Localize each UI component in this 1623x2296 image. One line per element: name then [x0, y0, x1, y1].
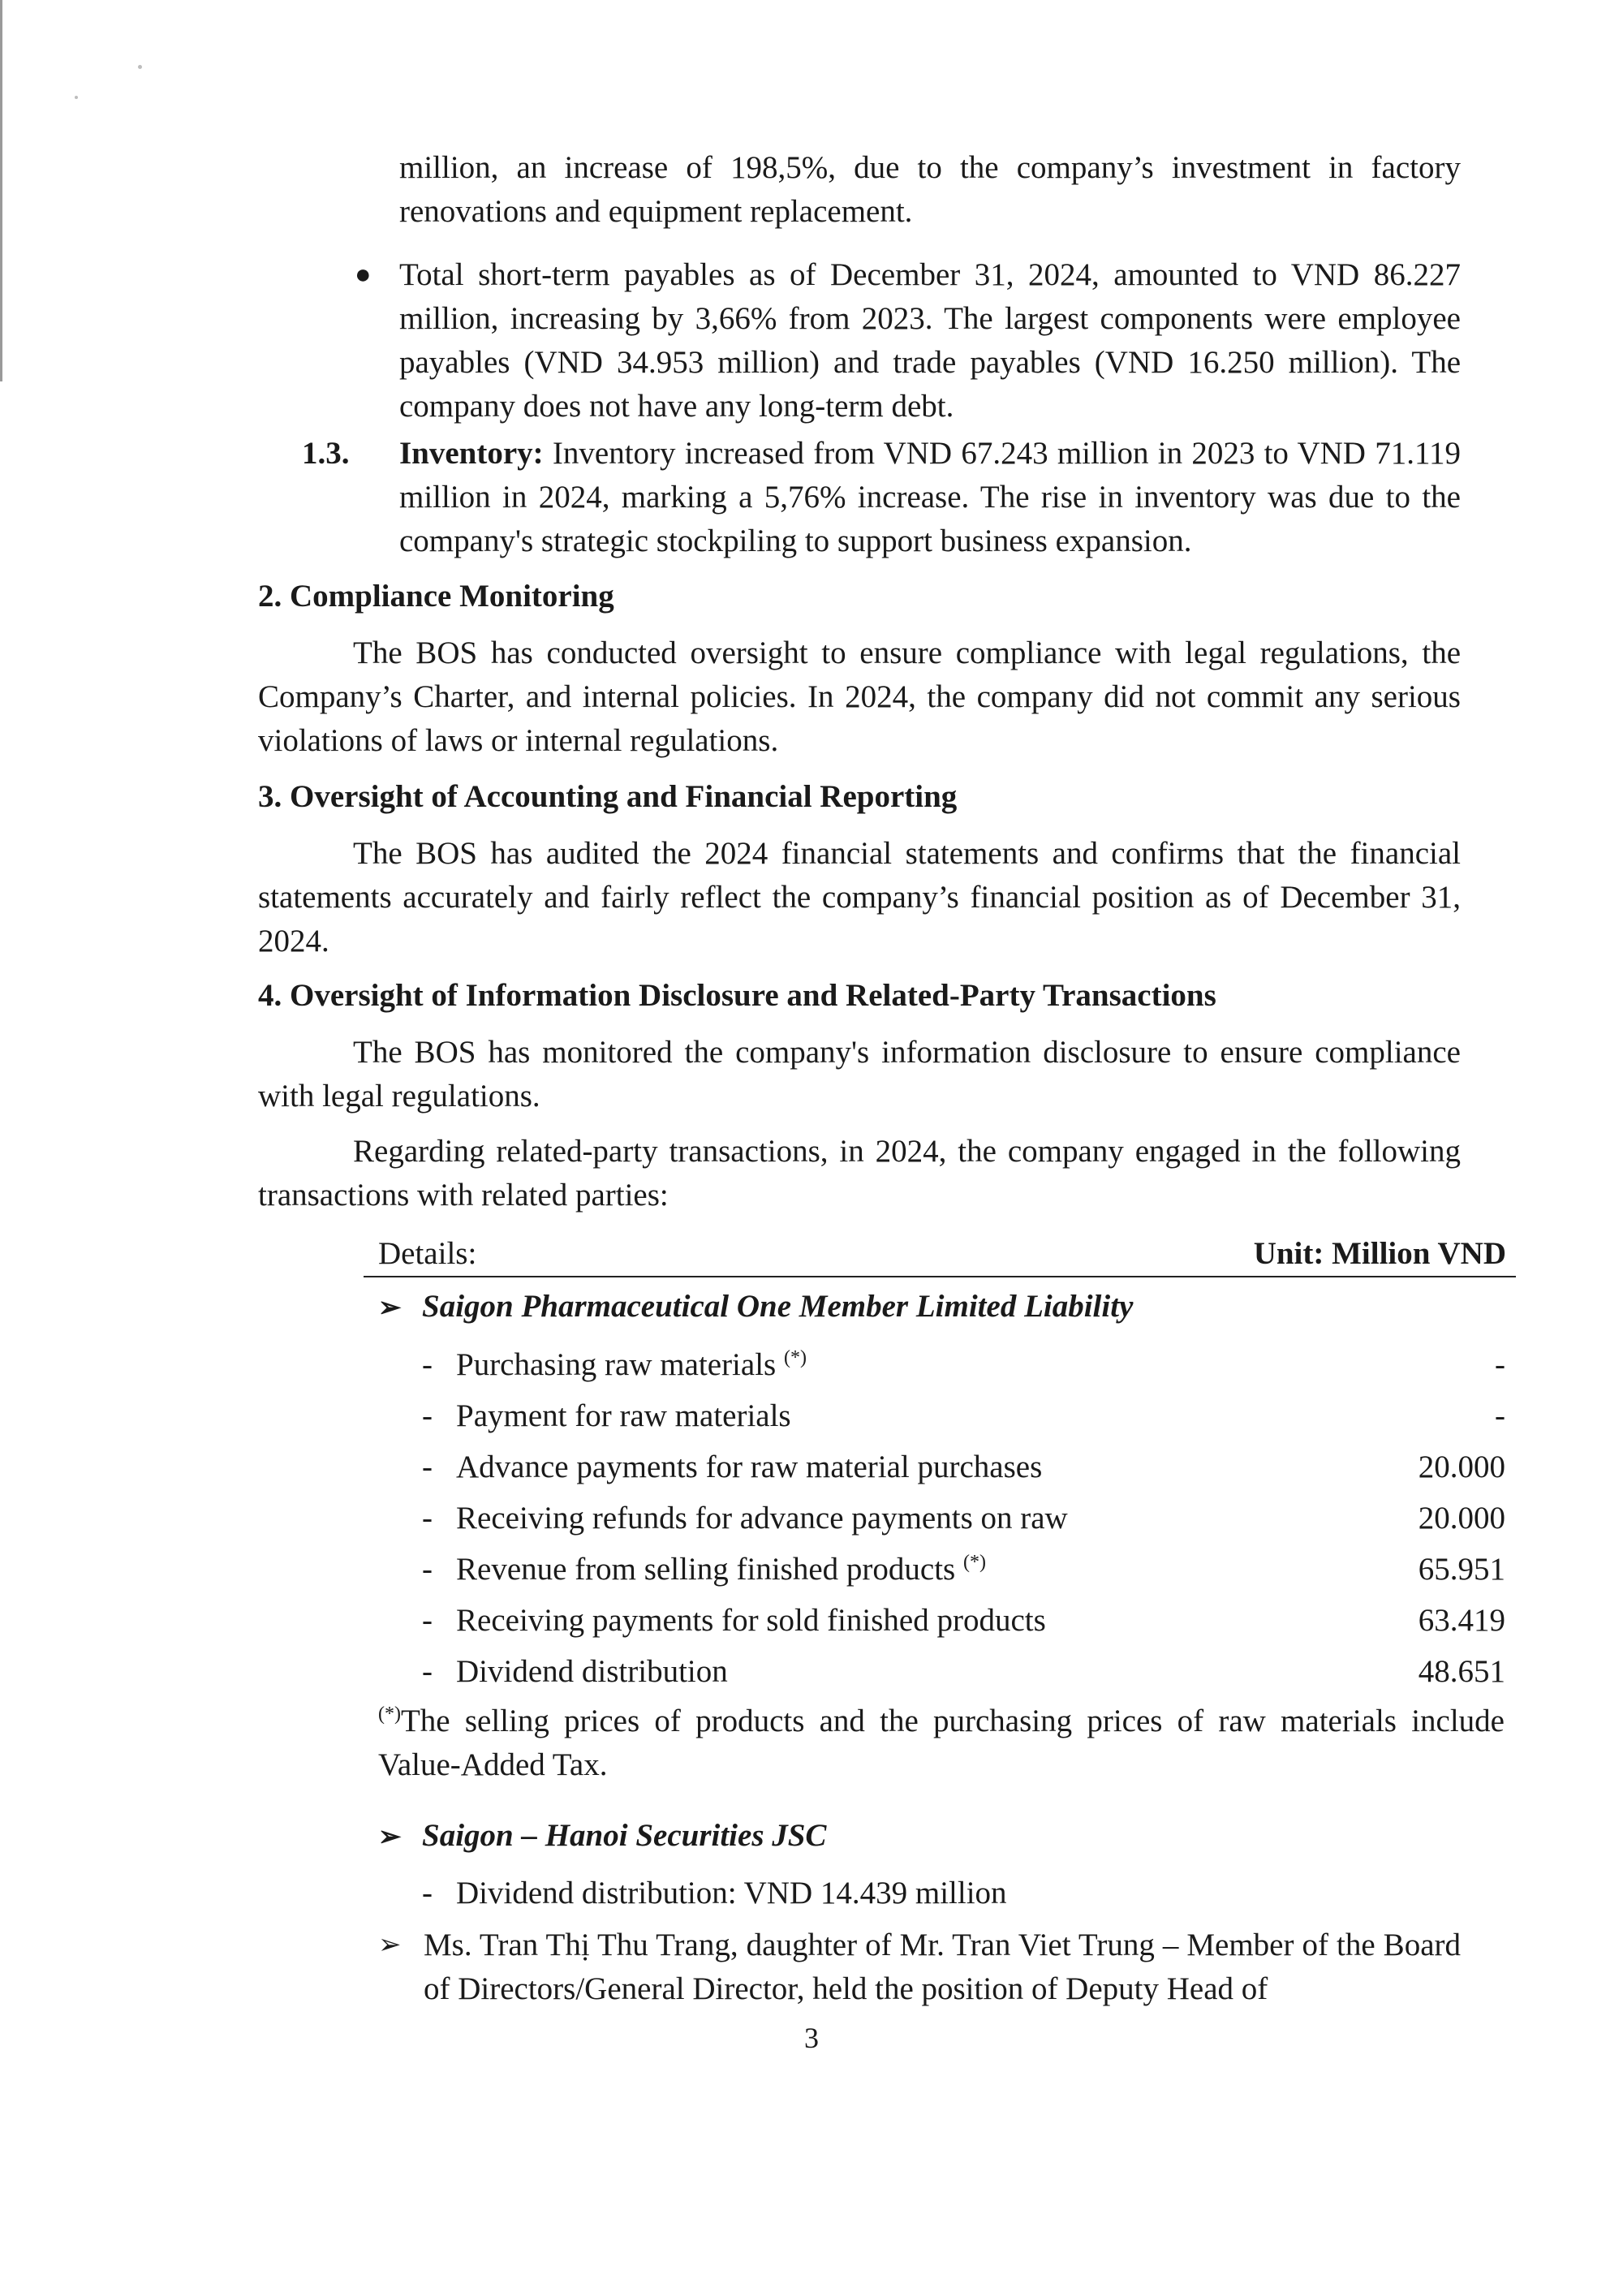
row-label: Purchasing raw materials (*): [456, 1347, 807, 1382]
paragraph-accounting: The BOS has audited the 2024 financial statements and confirms that the financial statements accurately and fairly reflect the company’s financial position as of December 31, 2024.: [258, 836, 1461, 958]
paragraph-related-person: Ms. Tran Thị Thu Trang, daughter of Mr. Tran Viet Trung – Member of the Board of Directors/General Director, held the position of Deputy Head of: [424, 1928, 1461, 2006]
inventory-text: Inventory increased from VND 67.243 million in 2023 to VND 71.119 million in 2024, marking a 5,76% increase. The rise in inventory was due to the company's strategic stockpiling to support business expansion.: [399, 436, 1461, 558]
arrow-icon: ➢: [378, 1930, 402, 1960]
row-value: 20.000: [1418, 1501, 1505, 1536]
heading-disclosure: 4. Oversight of Information Disclosure and Related-Party Transactions: [258, 978, 1216, 1013]
scan-edge: [0, 0, 2, 381]
row-dash: -: [422, 1398, 433, 1433]
footnote-mark: (*): [378, 1704, 401, 1725]
footnote: [378, 1699, 1505, 1787]
paragraph-payables: Total short-term payables as of December 31, 2024, amounted to VND 86.227 million, increasing by 3,66% from 2023. The largest components were employee payables (VND 34.953 million) and trade payables (VND 16.250 million). The company does not have any long-term debt.: [399, 257, 1461, 424]
paragraph-inventory: [399, 432, 1461, 563]
unit-label: Unit: Million VND: [1253, 1236, 1506, 1271]
paragraph-continuation: million, an increase of 198,5%, due to the company’s investment in factory renovations and equipment replacement.: [399, 150, 1461, 229]
row-label: Payment for raw materials: [456, 1398, 791, 1433]
footnote-text: The selling prices of products and the purchasing prices of raw materials include Value-Added Tax.: [378, 1704, 1505, 1782]
row-label: Dividend distribution: [456, 1654, 728, 1689]
scan-speck: [75, 96, 78, 99]
details-label: Details:: [378, 1236, 477, 1271]
row-label: Advance payments for raw material purchases: [456, 1450, 1043, 1484]
table-header: [364, 1232, 1516, 1277]
scan-speck: [138, 65, 142, 69]
row-value: 63.419: [1418, 1603, 1505, 1638]
party-saigon-hanoi-securities: [378, 1814, 826, 1859]
row-value: -: [1495, 1398, 1505, 1433]
footnote-mark: (*): [962, 1552, 986, 1573]
row-label: Receiving refunds for advance payments on raw: [456, 1501, 1068, 1536]
party-name: Saigon Pharmaceutical One Member Limited Liability: [422, 1289, 1134, 1324]
row-value: 20.000: [1418, 1450, 1505, 1484]
party-saigon-pharma: [378, 1285, 1133, 1330]
row-dash: -: [422, 1603, 433, 1638]
row-dash: -: [422, 1552, 433, 1587]
row-value: -: [1495, 1347, 1505, 1382]
row-label: Dividend distribution: VND 14.439 million: [456, 1876, 1007, 1910]
heading-accounting: 3. Oversight of Accounting and Financial Reporting: [258, 779, 958, 814]
row-label: Revenue from selling finished products (*): [456, 1552, 986, 1587]
party-name: Saigon – Hanoi Securities JSC: [422, 1818, 827, 1853]
row-dash: -: [422, 1347, 433, 1382]
row-value: 65.951: [1418, 1552, 1505, 1587]
row-label: Receiving payments for sold finished products: [456, 1603, 1046, 1638]
row-dash: -: [422, 1654, 433, 1689]
row-value: 48.651: [1418, 1654, 1505, 1689]
paragraph-compliance: The BOS has conducted oversight to ensure compliance with legal regulations, the Company’s Charter, and internal policies. In 2024, the company did not commit any serious violations of laws or internal regulations.: [258, 635, 1461, 758]
paragraph-disclosure: The BOS has monitored the company's information disclosure to ensure compliance with legal regulations.: [258, 1035, 1461, 1114]
bullet-icon: ●: [355, 260, 372, 290]
arrow-icon: ➢: [378, 1293, 402, 1323]
arrow-icon: ➢: [378, 1822, 402, 1852]
heading-compliance: 2. Compliance Monitoring: [258, 579, 614, 614]
row-dash: -: [422, 1501, 433, 1536]
section-number: 1.3.: [302, 436, 350, 471]
page-number: 3: [804, 2022, 819, 2054]
footnote-mark: (*): [783, 1347, 807, 1368]
paragraph-related-party: Regarding related-party transactions, in 2024, the company engaged in the following transactions with related parties:: [258, 1134, 1461, 1213]
row-dash: -: [422, 1450, 433, 1484]
inventory-label: Inventory:: [399, 436, 544, 471]
row-dash: -: [422, 1876, 433, 1910]
